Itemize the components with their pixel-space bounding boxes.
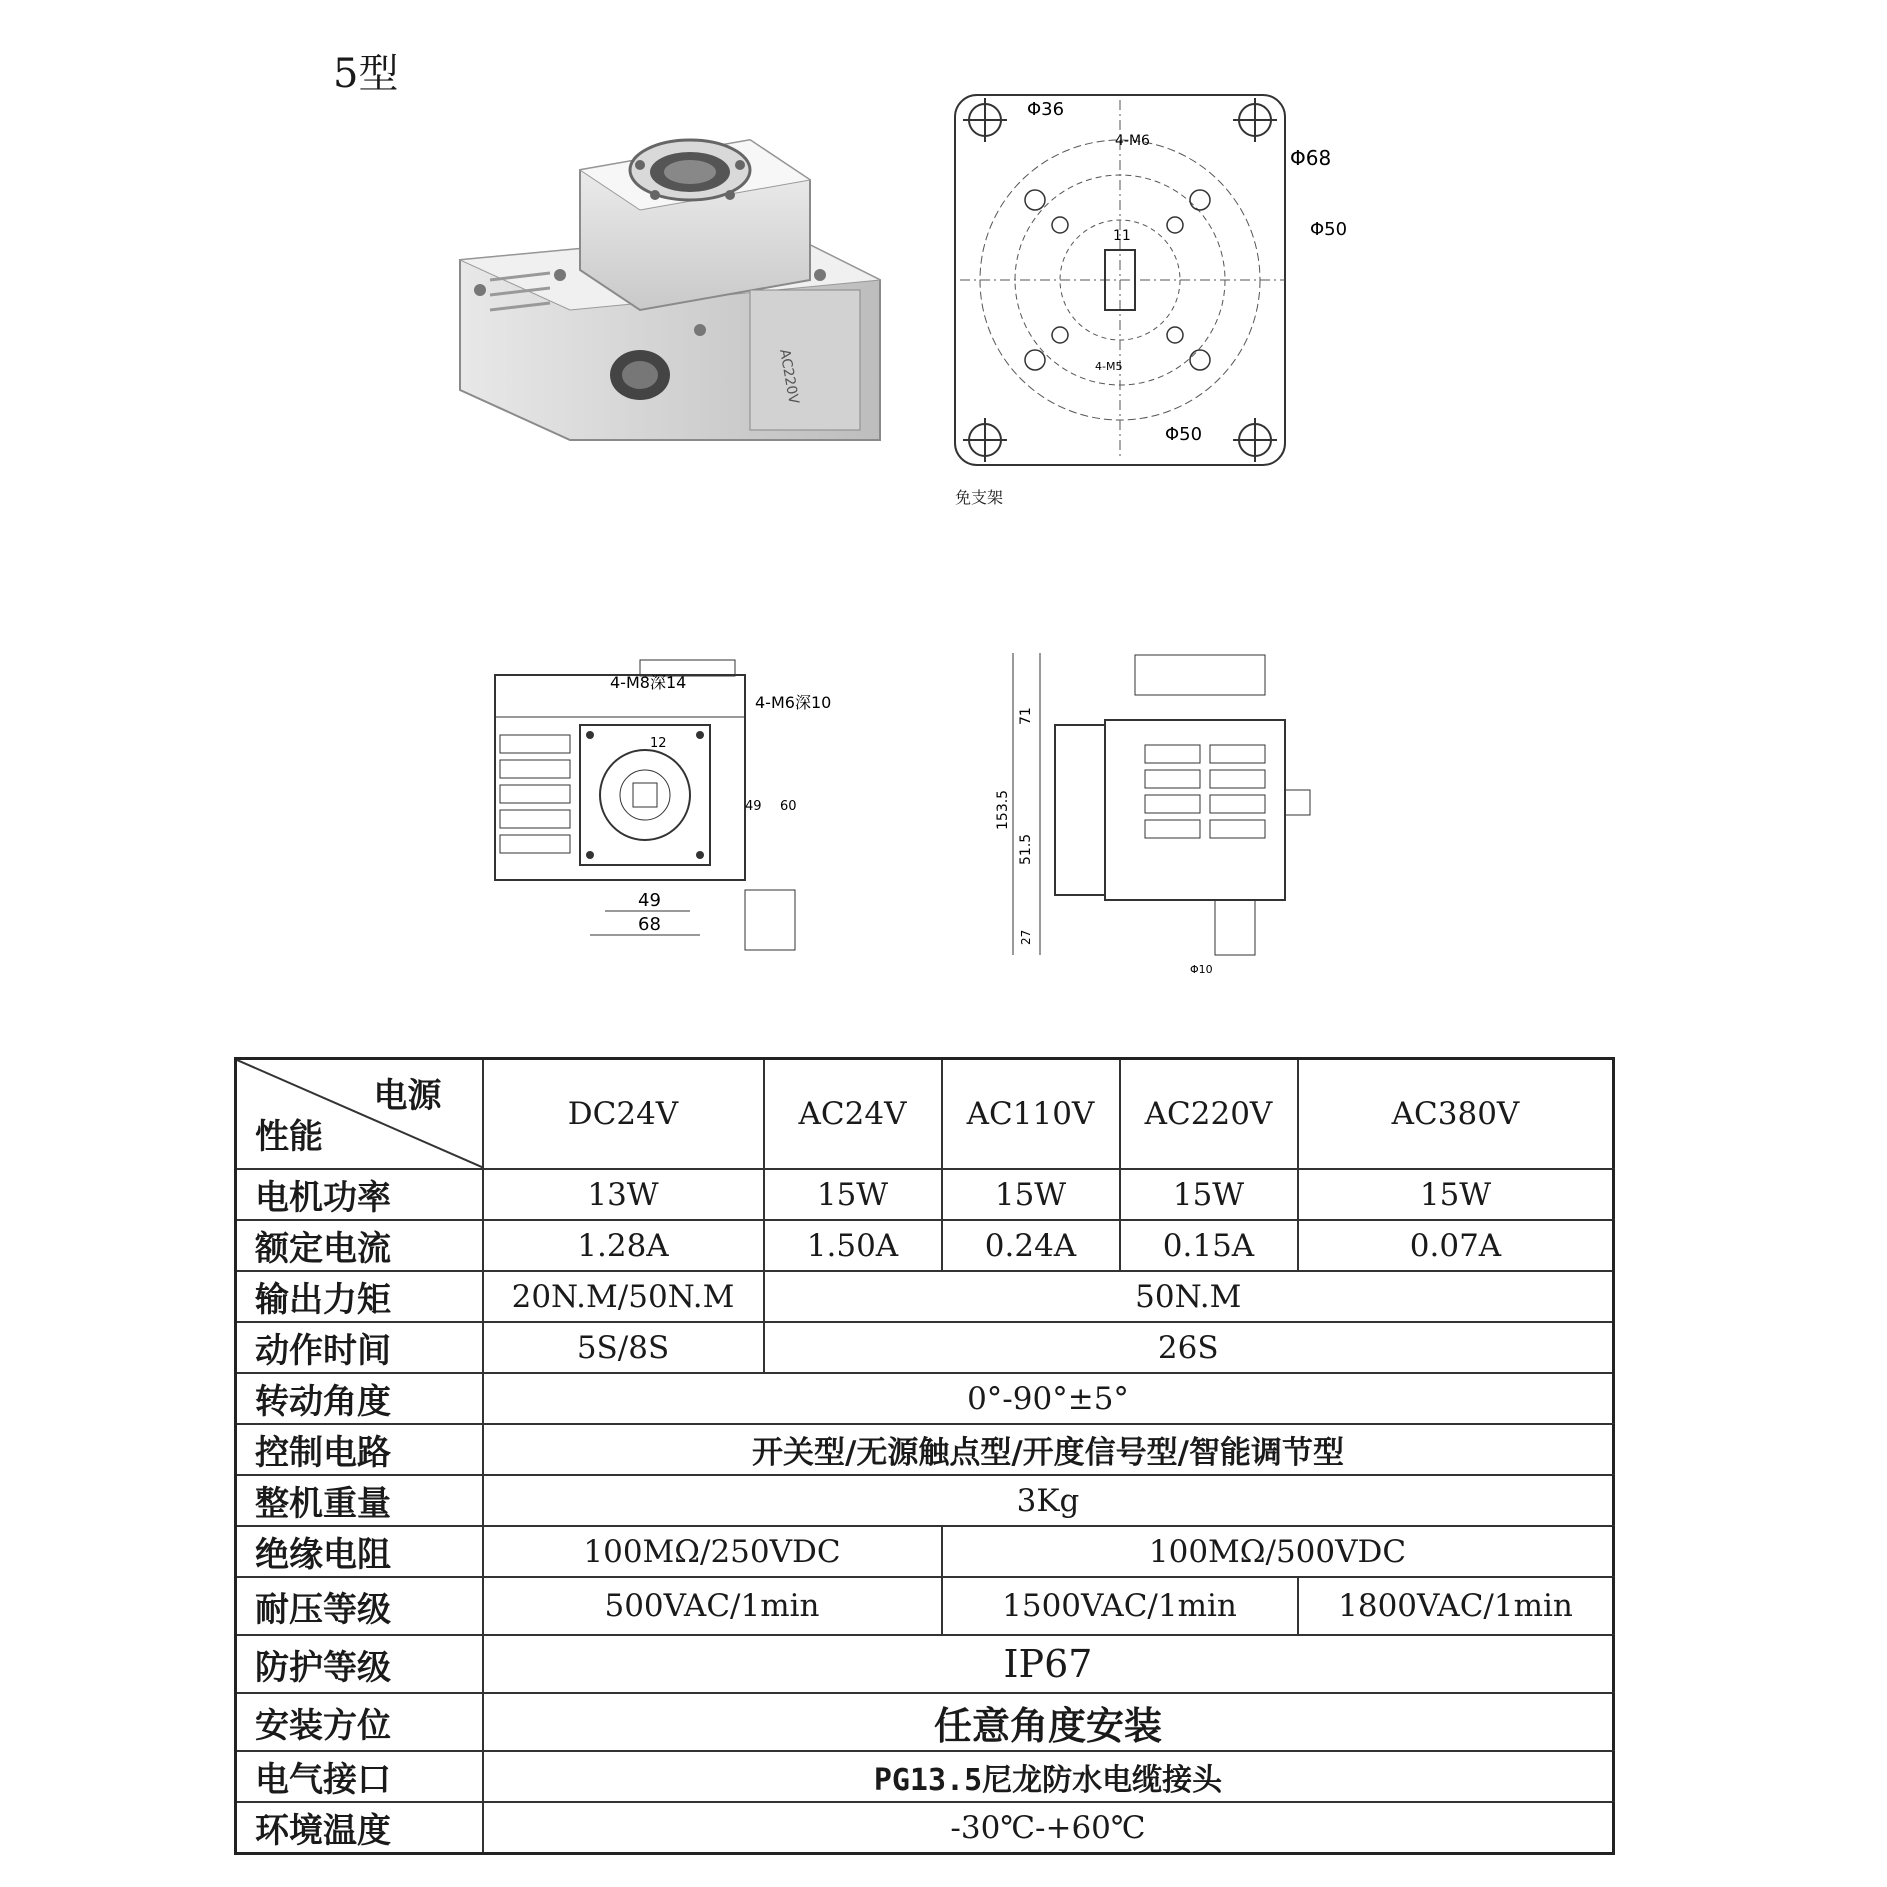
model-title: 5型 <box>333 51 399 97</box>
cell-value: 15W <box>1298 1169 1614 1220</box>
row-label-weight: 整机重量 <box>236 1475 483 1526</box>
dim-60: 60 <box>780 799 797 814</box>
dim-68: 68 <box>638 914 661 935</box>
cell-value: 5S/8S <box>483 1322 764 1373</box>
table-row <box>236 1577 1614 1635</box>
corner-cell <box>236 1059 483 1170</box>
cell-value: 20N.M/50N.M <box>483 1271 764 1322</box>
cell-value: 15W <box>764 1169 942 1220</box>
top-view-caption: 免支架 <box>955 488 1004 507</box>
cell-value: 0.15A <box>1120 1220 1298 1271</box>
dim-phi36: Φ36 <box>1027 99 1065 120</box>
cell-value: 50N.M <box>764 1271 1614 1322</box>
table-row <box>236 1220 1614 1271</box>
table-row <box>236 1635 1614 1693</box>
cell-value: 0.24A <box>942 1220 1120 1271</box>
cell-value: 3Kg <box>483 1475 1614 1526</box>
cell-value: -30℃-+60℃ <box>483 1802 1614 1854</box>
table-row <box>236 1424 1614 1475</box>
table-row <box>236 1526 1614 1577</box>
dim-27: 27 <box>1019 929 1033 945</box>
corner-power-label: 电源 <box>373 1076 442 1116</box>
row-label-withstand-voltage: 耐压等级 <box>236 1577 483 1635</box>
table-row <box>236 1271 1614 1322</box>
top-view-drawing <box>945 90 1395 470</box>
cell-value: 0°-90°±5° <box>483 1373 1614 1424</box>
row-label-control-circuit: 控制电路 <box>236 1424 483 1475</box>
dim-phi50-right: Φ50 <box>1310 219 1348 240</box>
front-view-drawing <box>490 655 860 965</box>
cell-value: 任意角度安装 <box>483 1693 1614 1751</box>
cell-value: 0.07A <box>1298 1220 1614 1271</box>
dim-153-5: 153.5 <box>995 789 1011 830</box>
cell-value: 100MΩ/500VDC <box>942 1526 1614 1577</box>
cell-value: 1.50A <box>764 1220 942 1271</box>
svg-text:AC220V: AC220V <box>776 347 802 406</box>
row-label-output-torque: 输出力矩 <box>236 1271 483 1322</box>
dim-phi10: Φ10 <box>1190 963 1213 976</box>
dim-49-vertical: 49 <box>745 799 762 814</box>
row-label-protection: 防护等级 <box>236 1635 483 1693</box>
row-label-insulation: 绝缘电阻 <box>236 1526 483 1577</box>
table-row <box>236 1322 1614 1373</box>
header-ac24v: AC24V <box>764 1059 942 1170</box>
spec-table <box>234 1057 1615 1855</box>
cell-value: 1500VAC/1min <box>942 1577 1298 1635</box>
cell-value: 13W <box>483 1169 764 1220</box>
dim-71: 71 <box>1018 707 1034 725</box>
dim-51-5: 51.5 <box>1018 833 1034 865</box>
cell-value: 26S <box>764 1322 1614 1373</box>
row-label-action-time: 动作时间 <box>236 1322 483 1373</box>
header-ac220v: AC220V <box>1120 1059 1298 1170</box>
header-ac380v: AC380V <box>1298 1059 1614 1170</box>
table-row <box>236 1373 1614 1424</box>
cell-value: IP67 <box>483 1635 1614 1693</box>
row-label-rotation-angle: 转动角度 <box>236 1373 483 1424</box>
table-row <box>236 1693 1614 1751</box>
row-label-motor-power: 电机功率 <box>236 1169 483 1220</box>
cell-value: 1800VAC/1min <box>1298 1577 1614 1635</box>
dim-11: 11 <box>1113 228 1131 244</box>
table-row <box>236 1751 1614 1802</box>
row-label-ambient-temp: 环境温度 <box>236 1802 483 1854</box>
corner-performance-label: 性能 <box>255 1117 323 1157</box>
dim-phi50-bottom: Φ50 <box>1165 424 1203 445</box>
side-view-drawing <box>995 645 1335 995</box>
header-ac110v: AC110V <box>942 1059 1120 1170</box>
row-label-electrical-interface: 电气接口 <box>236 1751 483 1802</box>
cell-value: 500VAC/1min <box>483 1577 942 1635</box>
header-dc24v: DC24V <box>483 1059 764 1170</box>
cell-value: PG13.5尼龙防水电缆接头 <box>483 1751 1614 1802</box>
dim-phi68: Φ68 <box>1290 146 1332 170</box>
header-row <box>236 1059 1614 1170</box>
table-row <box>236 1169 1614 1220</box>
row-label-mounting: 安装方位 <box>236 1693 483 1751</box>
table-row <box>236 1802 1614 1854</box>
dim-12: 12 <box>650 736 667 751</box>
dim-4m6: 4-M6 <box>1115 133 1150 149</box>
cell-value: 15W <box>1120 1169 1298 1220</box>
dim-49-horizontal: 49 <box>638 890 661 911</box>
dim-4m5: 4-M5 <box>1095 360 1123 373</box>
cell-value: 开关型/无源触点型/开度信号型/智能调节型 <box>483 1424 1614 1475</box>
dim-4m6-depth10: 4-M6深10 <box>755 693 832 712</box>
table-row <box>236 1475 1614 1526</box>
dim-4m8-depth14: 4-M8深14 <box>610 673 687 692</box>
row-label-rated-current: 额定电流 <box>236 1220 483 1271</box>
actuator-photo <box>450 110 890 450</box>
cell-value: 1.28A <box>483 1220 764 1271</box>
cell-value: 100MΩ/250VDC <box>483 1526 942 1577</box>
cell-value: 15W <box>942 1169 1120 1220</box>
